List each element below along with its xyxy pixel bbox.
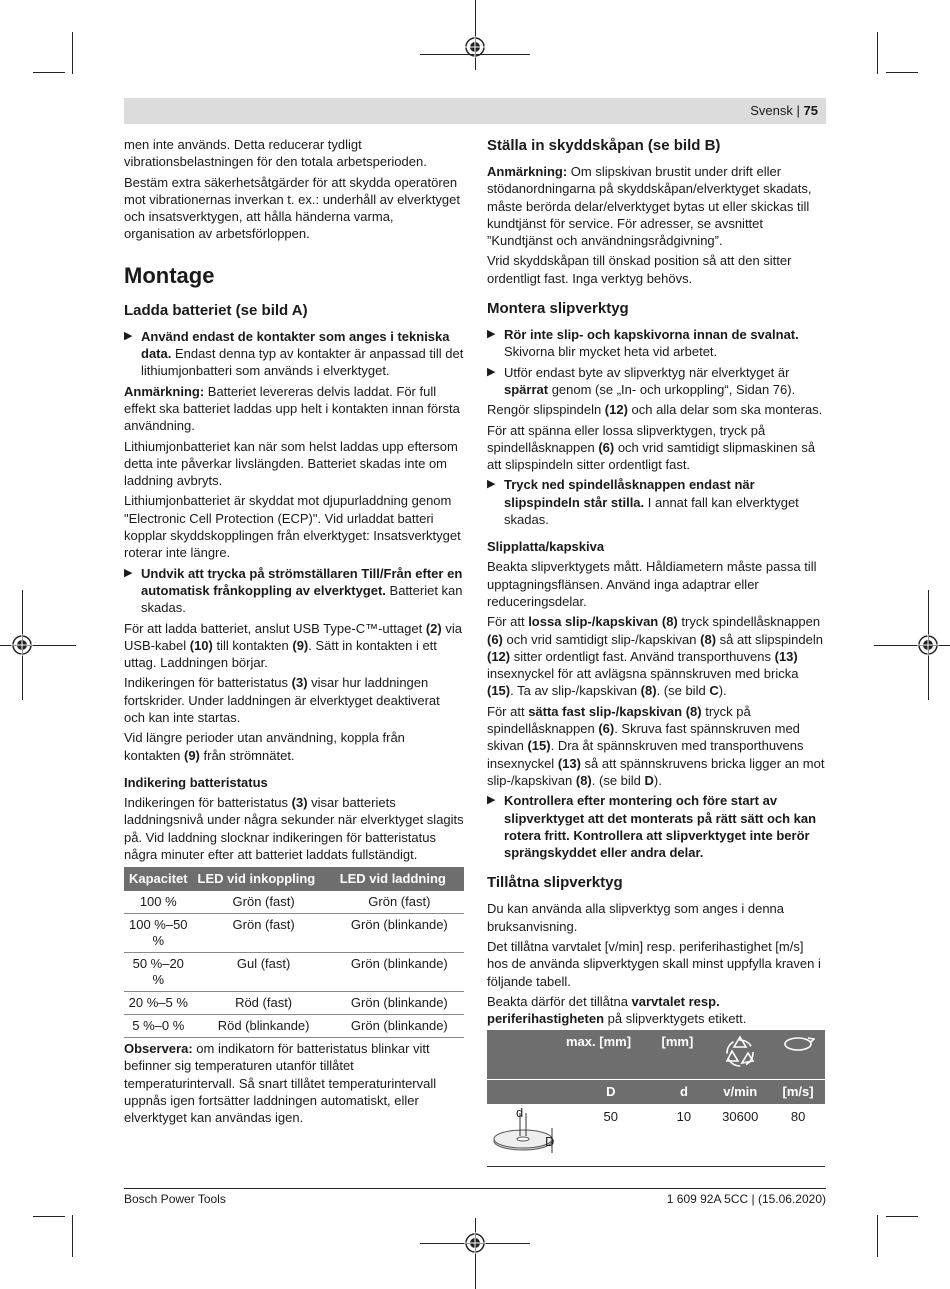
paragraph: Vrid skyddskåpan till önskad position så att den sitter ordentligt fast. Inga verktyg behövs. [487, 253, 792, 286]
column-header: D [563, 1079, 659, 1104]
paragraph: Lithiumjonbatteriet kan när som helst laddas upp eftersom detta inte påverkar livslängden. Batteriet skadas inte om laddning avbryts. [124, 438, 458, 489]
crop-mark [886, 1216, 918, 1217]
paragraph: Det tillåtna varvtalet [v/min] resp. periferihastighet [m/s] hos de använda slipverktygen skall minst uppfylla kraven i följande tabell. [487, 938, 821, 989]
column-header: LED vid inkoppling [193, 867, 335, 891]
rotation-speed-icon [720, 1033, 760, 1071]
column-header: v/min [709, 1079, 771, 1104]
table-cell: 80 [771, 1104, 825, 1167]
registration-mark-icon [11, 634, 33, 656]
diagram-label-D: D [545, 1133, 555, 1149]
triangle-bullet-icon: ▶ [487, 365, 496, 378]
table-cell: Grön (fast) [193, 914, 335, 953]
footer-brand: Bosch Power Tools [124, 1192, 226, 1206]
triangle-bullet-icon: ▶ [487, 478, 496, 491]
paragraph: Beakta slipverktygets mått. Håldiametern måste passa till upptagningsflänsen. Använd inga adaptrar eller reduceringsdelar. [487, 559, 817, 609]
table-cell: Grön (fast) [335, 891, 464, 914]
crop-mark [877, 32, 878, 74]
paragraph: men inte används. Detta reducerar tydligt vibrationsbelastningen för den totala arbetsperioden. [124, 137, 427, 170]
column-header: LED vid laddning [335, 867, 464, 891]
table-row [124, 1015, 464, 1038]
table-row [124, 992, 464, 1015]
bullet-item: ▶ Kontrollera efter montering och före start av slipverktyget att det monterats på rätt sätt och kan rotera fritt. Kontrollera att slipverktyget inte berör sprängskyddet eller andra delar. [487, 793, 817, 861]
column-header: Kapacitet [124, 867, 193, 891]
header-language: Svensk [750, 103, 793, 118]
table-cell: 50 [563, 1104, 659, 1167]
table-header-row [487, 1030, 825, 1079]
crop-mark [33, 1216, 65, 1217]
paragraph: Bestäm extra säkerhetsåtgärder för att skydda operatören mot vibrationernas inverkan t. ex.: underhåll av elverktyget och insatsverktygen, att hålla händerna varma, organisation av arbetsförloppen. [124, 174, 461, 242]
table-row [124, 914, 464, 953]
table-cell: Grön (blinkande) [335, 1015, 464, 1038]
crop-mark [877, 1215, 878, 1257]
heading-indikering: Indikering batteristatus [124, 774, 268, 790]
triangle-bullet-icon: ▶ [487, 794, 496, 807]
paragraph: Anmärkning: Batteriet levereras delvis laddat. För full effekt ska batteriet laddas upp helt i kontakten innan första användning. [124, 383, 460, 434]
registration-mark-icon [464, 36, 486, 58]
right-column [487, 136, 827, 1167]
paragraph: För att lossa slip-/kapskivan (8) tryck spindellåsknappen (6) och vrid samtidigt slip-/kapskivan (8) så att slipspindeln (12) sitter ordentligt fast. Använd transporthuvens (13) insexnyckel för att avlägsna spännskruven med bricka (15). Ta av slip-/kapskivan (8). (se bild C). [487, 614, 823, 699]
crop-mark [72, 1215, 73, 1257]
paragraph: Lithiumjonbatteriet är skyddat mot djupurladdning genom "Electronic Cell Protection (ECP)". Vid urladdat batteri kopplar skyddskopplingen från elverktyget: Insatsverktyget roterar inte längre. [124, 493, 461, 561]
paragraph: Rengör slipspindeln (12) och alla delar som ska monteras. [487, 402, 823, 418]
heading-slipplatta: Slipplatta/kapskiva [487, 539, 605, 555]
paragraph: Indikeringen för batteristatus (3) visar hur laddningen fortskrider. Under laddningen är elverktyget deaktiverat och kan inte startas. [124, 675, 440, 726]
crop-mark [886, 72, 918, 73]
header-separator: | [796, 103, 800, 118]
table-cell: 20 %–5 % [124, 992, 193, 1015]
bullet-item: ▶ Rör inte slip- och kapskivorna innan de svalnat. Skivorna blir mycket heta vid arbetet. [487, 327, 799, 360]
paragraph: Observera: om indikatorn för batteristatus blinkar vitt befinner sig temperaturen utanför tillåtet temperaturintervall. Så snart tillåtet temperaturintervall uppnås igen fortsätter laddningen automatiskt, eller elverktyget kan användas igen. [124, 1041, 437, 1126]
paragraph: Indikeringen för batteristatus (3) visar batteriets laddningsnivå under några sekunder när elverktyget slagits på. Vid laddning slocknar indikeringen för batteristatus några minuter efter att batteriet laddats fullständigt. [124, 794, 464, 862]
paragraph: Beakta därför det tillåtna varvtalet resp. periferihastigheten på slipverktygets etikett. [487, 993, 747, 1027]
paragraph: Vid längre perioder utan användning, koppla från kontakten (9) från strömnätet. [124, 730, 405, 763]
left-column [124, 136, 464, 1130]
grinding-disc-diagram [490, 1108, 560, 1158]
peripheral-speed-icon [781, 1033, 815, 1055]
table-cell: Grön (blinkande) [335, 992, 464, 1015]
bullet-item: ▶ Undvik att trycka på strömställaren Till/Från efter en automatisk frånkoppling av elverktyget. Batteriet kan skadas. [124, 565, 463, 616]
crop-mark [72, 32, 73, 74]
column-header: max. [mm] [563, 1030, 659, 1079]
crop-mark [475, 0, 476, 70]
table-header-row [124, 867, 464, 891]
column-header: [m/s] [771, 1079, 825, 1104]
bullet-item: ▶ Tryck ned spindellåsknappen endast när slipspindeln står stilla. I annat fall kan elverktyget skadas. [487, 477, 799, 528]
table-cell: 100 %–50 % [124, 914, 193, 953]
page-header [124, 98, 826, 124]
table-cell: 30600 [709, 1104, 771, 1167]
paragraph: Anmärkning: Om slipskivan brustit under drift eller stödanordningarna på skyddskåpan/elverktyget skadats, måste berörda delar/elverktyget bytas ut eller skickas till kundtjänst för service. För adresser, se avsnittet ”Kundtjänst och användningsrådgivning”. [487, 164, 812, 249]
table-header-row [487, 1079, 825, 1104]
paragraph: Du kan använda alla slipverktyg som anges i denna bruksanvisning. [487, 901, 785, 934]
table-cell: Gul (fast) [193, 953, 335, 992]
table-cell: 5 %–0 % [124, 1015, 193, 1038]
heading-stalla-skyddskapan: Ställa in skyddskåpan (se bild B) [487, 137, 721, 154]
heading-tillatna-slipverktyg: Tillåtna slipverktyg [487, 874, 623, 892]
crop-mark [33, 72, 65, 73]
heading-ladda-batteriet: Ladda batteriet (se bild A) [124, 301, 308, 319]
heading-montera-slipverktyg: Montera slipverktyg [487, 300, 629, 318]
table-row [124, 891, 464, 914]
table-row [487, 1104, 825, 1167]
column-header: [mm] [659, 1030, 710, 1079]
table-cell: Röd (fast) [193, 992, 335, 1015]
bullet-item: ▶ Använd endast de kontakter som anges i tekniska data. Endast denna typ av kontakter är anpassad till det lithiumjonbatteri som används i elverktyget. [124, 328, 464, 379]
table-cell: Grön (blinkande) [335, 953, 464, 992]
paragraph: För att sätta fast slip-/kapskivan (8) tryck på spindellåsknappen (6). Skruva fast spännskruven med skivan (15). Dra åt spännskruven med transporthuvens insexnyckel (13) så att spännskruvens bricka ligger an mot slip-/kapskivan (8). (se bild D). [487, 703, 825, 788]
footer-divider [124, 1188, 826, 1189]
footer-doc-id: 1 609 92A 5CC | (15.06.2020) [666, 1192, 826, 1206]
paragraph: För att spänna eller lossa slipverktygen, tryck på spindellåsknappen (6) och vrid samtidigt slipmaskinen så att slipspindeln sitter ordentligt fast. [487, 422, 816, 473]
table-cell: 50 %–20 % [124, 953, 193, 992]
table-cell: 10 [659, 1104, 710, 1167]
diagram-label-d: d [516, 1107, 524, 1120]
table-cell: Grön (blinkande) [335, 914, 464, 953]
permitted-tools-table [487, 1030, 825, 1167]
table-cell: Röd (blinkande) [193, 1015, 335, 1038]
column-header: d [659, 1079, 710, 1104]
bullet-item: ▶ Utför endast byte av slipverktyg när elverktyget är spärrat genom (se „In- och urkoppling“, Sidan 76). [487, 364, 796, 397]
section-title-montage: Montage [124, 262, 215, 288]
battery-status-table [124, 867, 464, 1038]
page-number: 75 [803, 103, 818, 118]
header-text [750, 103, 818, 118]
triangle-bullet-icon: ▶ [487, 328, 496, 341]
table-row [124, 953, 464, 992]
registration-mark-icon [464, 1232, 486, 1254]
triangle-bullet-icon: ▶ [124, 329, 133, 342]
table-cell: 100 % [124, 891, 193, 914]
triangle-bullet-icon: ▶ [124, 566, 133, 579]
registration-mark-icon [917, 634, 939, 656]
paragraph: För att ladda batteriet, anslut USB Type-C™-uttaget (2) via USB-kabel (10) till kontakten (9). Sätt in kontakten i ett uttag. Laddningen börjar. [124, 620, 462, 671]
table-cell: Grön (fast) [193, 891, 335, 914]
